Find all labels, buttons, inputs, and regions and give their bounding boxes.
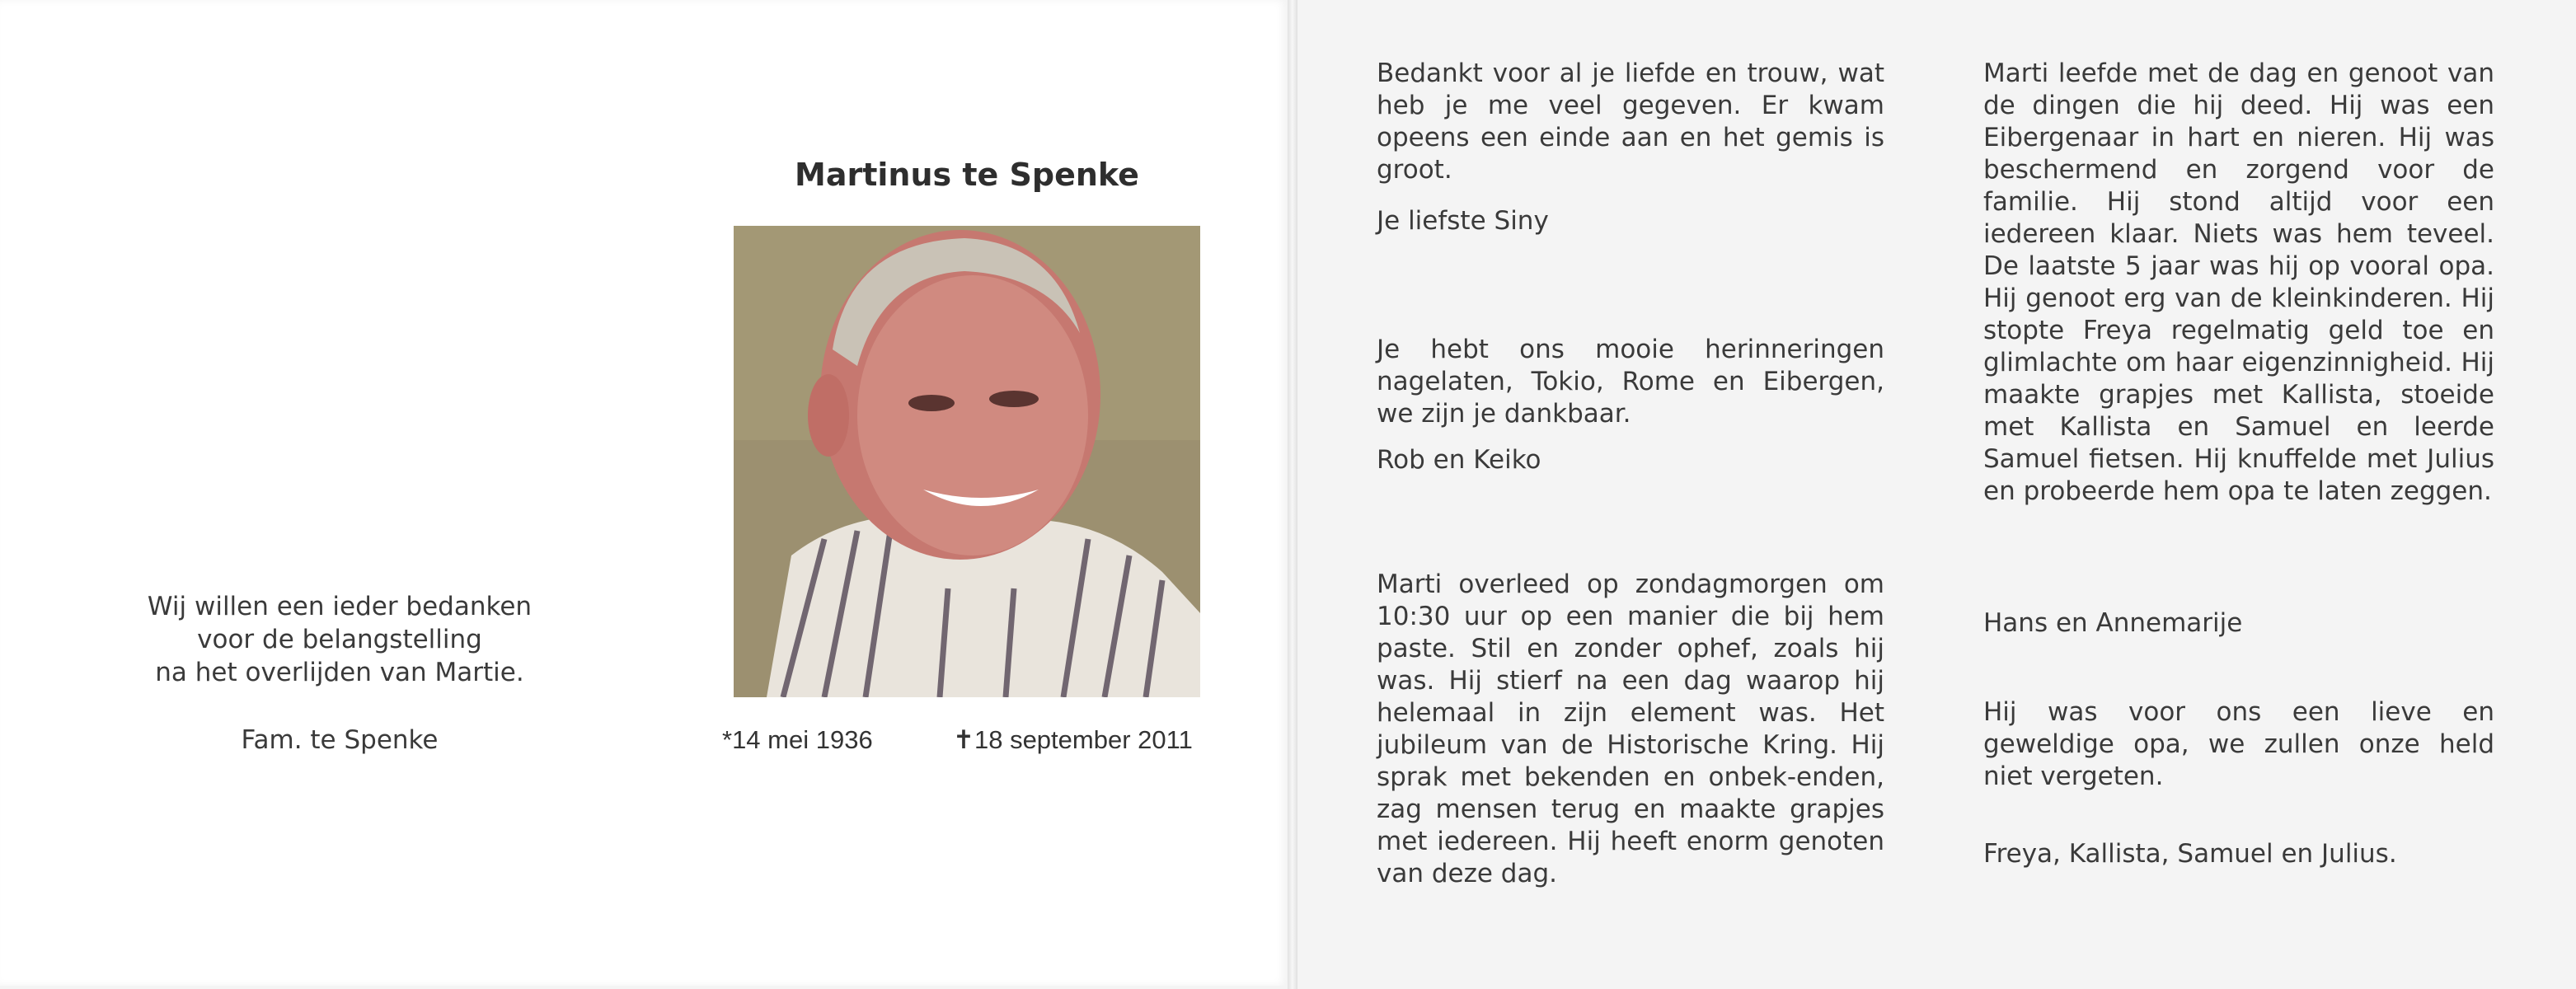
portrait-photo	[734, 226, 1200, 697]
tribute-text: Bedankt voor al je liefde en trouw, wat heb je me veel gegeven. Er kwam opeens een einde aan en het gemis is groot.	[1377, 59, 1884, 185]
tribute-signature: Rob en Keiko	[1377, 445, 1541, 475]
thanks-line: Wij willen een ieder bedanken	[147, 592, 533, 621]
left-page	[0, 0, 1288, 986]
tribute-text: Marti leefde met de dag en genoot van de dingen die hij deed. Hij was een Eibergenaar in hart en nieren. Hij was beschermend en zorgend voor de familie. Hij stond altijd voor een iedereen klaar. Niets was hem teveel. De laatste 5 jaar was hij op vooral opa. Hij genoot erg van de kleinkinderen. Hij stopte Freya regelmatig geld toe en glimlachte om haar eigenzinnigheid. Hij maakte grapjes met Kallista, stoeide met Kallista en Samuel en leerde Samuel fietsen. Hij knuffelde met Julius en probeerde hem opa te laten zeggen.	[1983, 59, 2494, 506]
birth-date: *14 mei 1936	[722, 725, 873, 754]
thanks-line: na het overlijden van Martie.	[155, 658, 524, 687]
tribute-signature: Je liefste Siny	[1377, 206, 1549, 236]
deceased-name: Martinus te Spenke	[795, 157, 1139, 193]
tribute-text: Hij was voor ons een lieve en geweldige opa, we zullen onze held niet vergeten.	[1983, 697, 2494, 791]
tribute-text: Marti overleed op zondagmorgen om 10:30 uur op een manier die bij hem paste. Stil en zonder ophef, zoals hij was. Hij stierf na een dag waarop hij helemaal in zijn element was. Het jubileum van de Historische Kring. Hij sprak met bekenden en onbek-enden, zag mensen terug en maakte grapjes met iedereen. Hij heeft enorm genoten van deze dag.	[1377, 569, 1884, 888]
tribute-signature: Freya, Kallista, Samuel en Julius.	[1983, 839, 2397, 869]
card-fold	[1288, 0, 1297, 989]
thanks-message	[92, 590, 587, 689]
thanks-line: voor de belangstelling	[197, 625, 482, 654]
tribute-signature: Hans en Annemarije	[1983, 608, 2243, 638]
family-signature: Fam. te Spenke	[241, 725, 439, 755]
death-date: ✝18 september 2011	[953, 725, 1193, 754]
tribute-text: Je hebt ons mooie herinneringen nagelaten, Tokio, Rome en Eibergen, we zijn je dankbaar.	[1377, 335, 1884, 429]
